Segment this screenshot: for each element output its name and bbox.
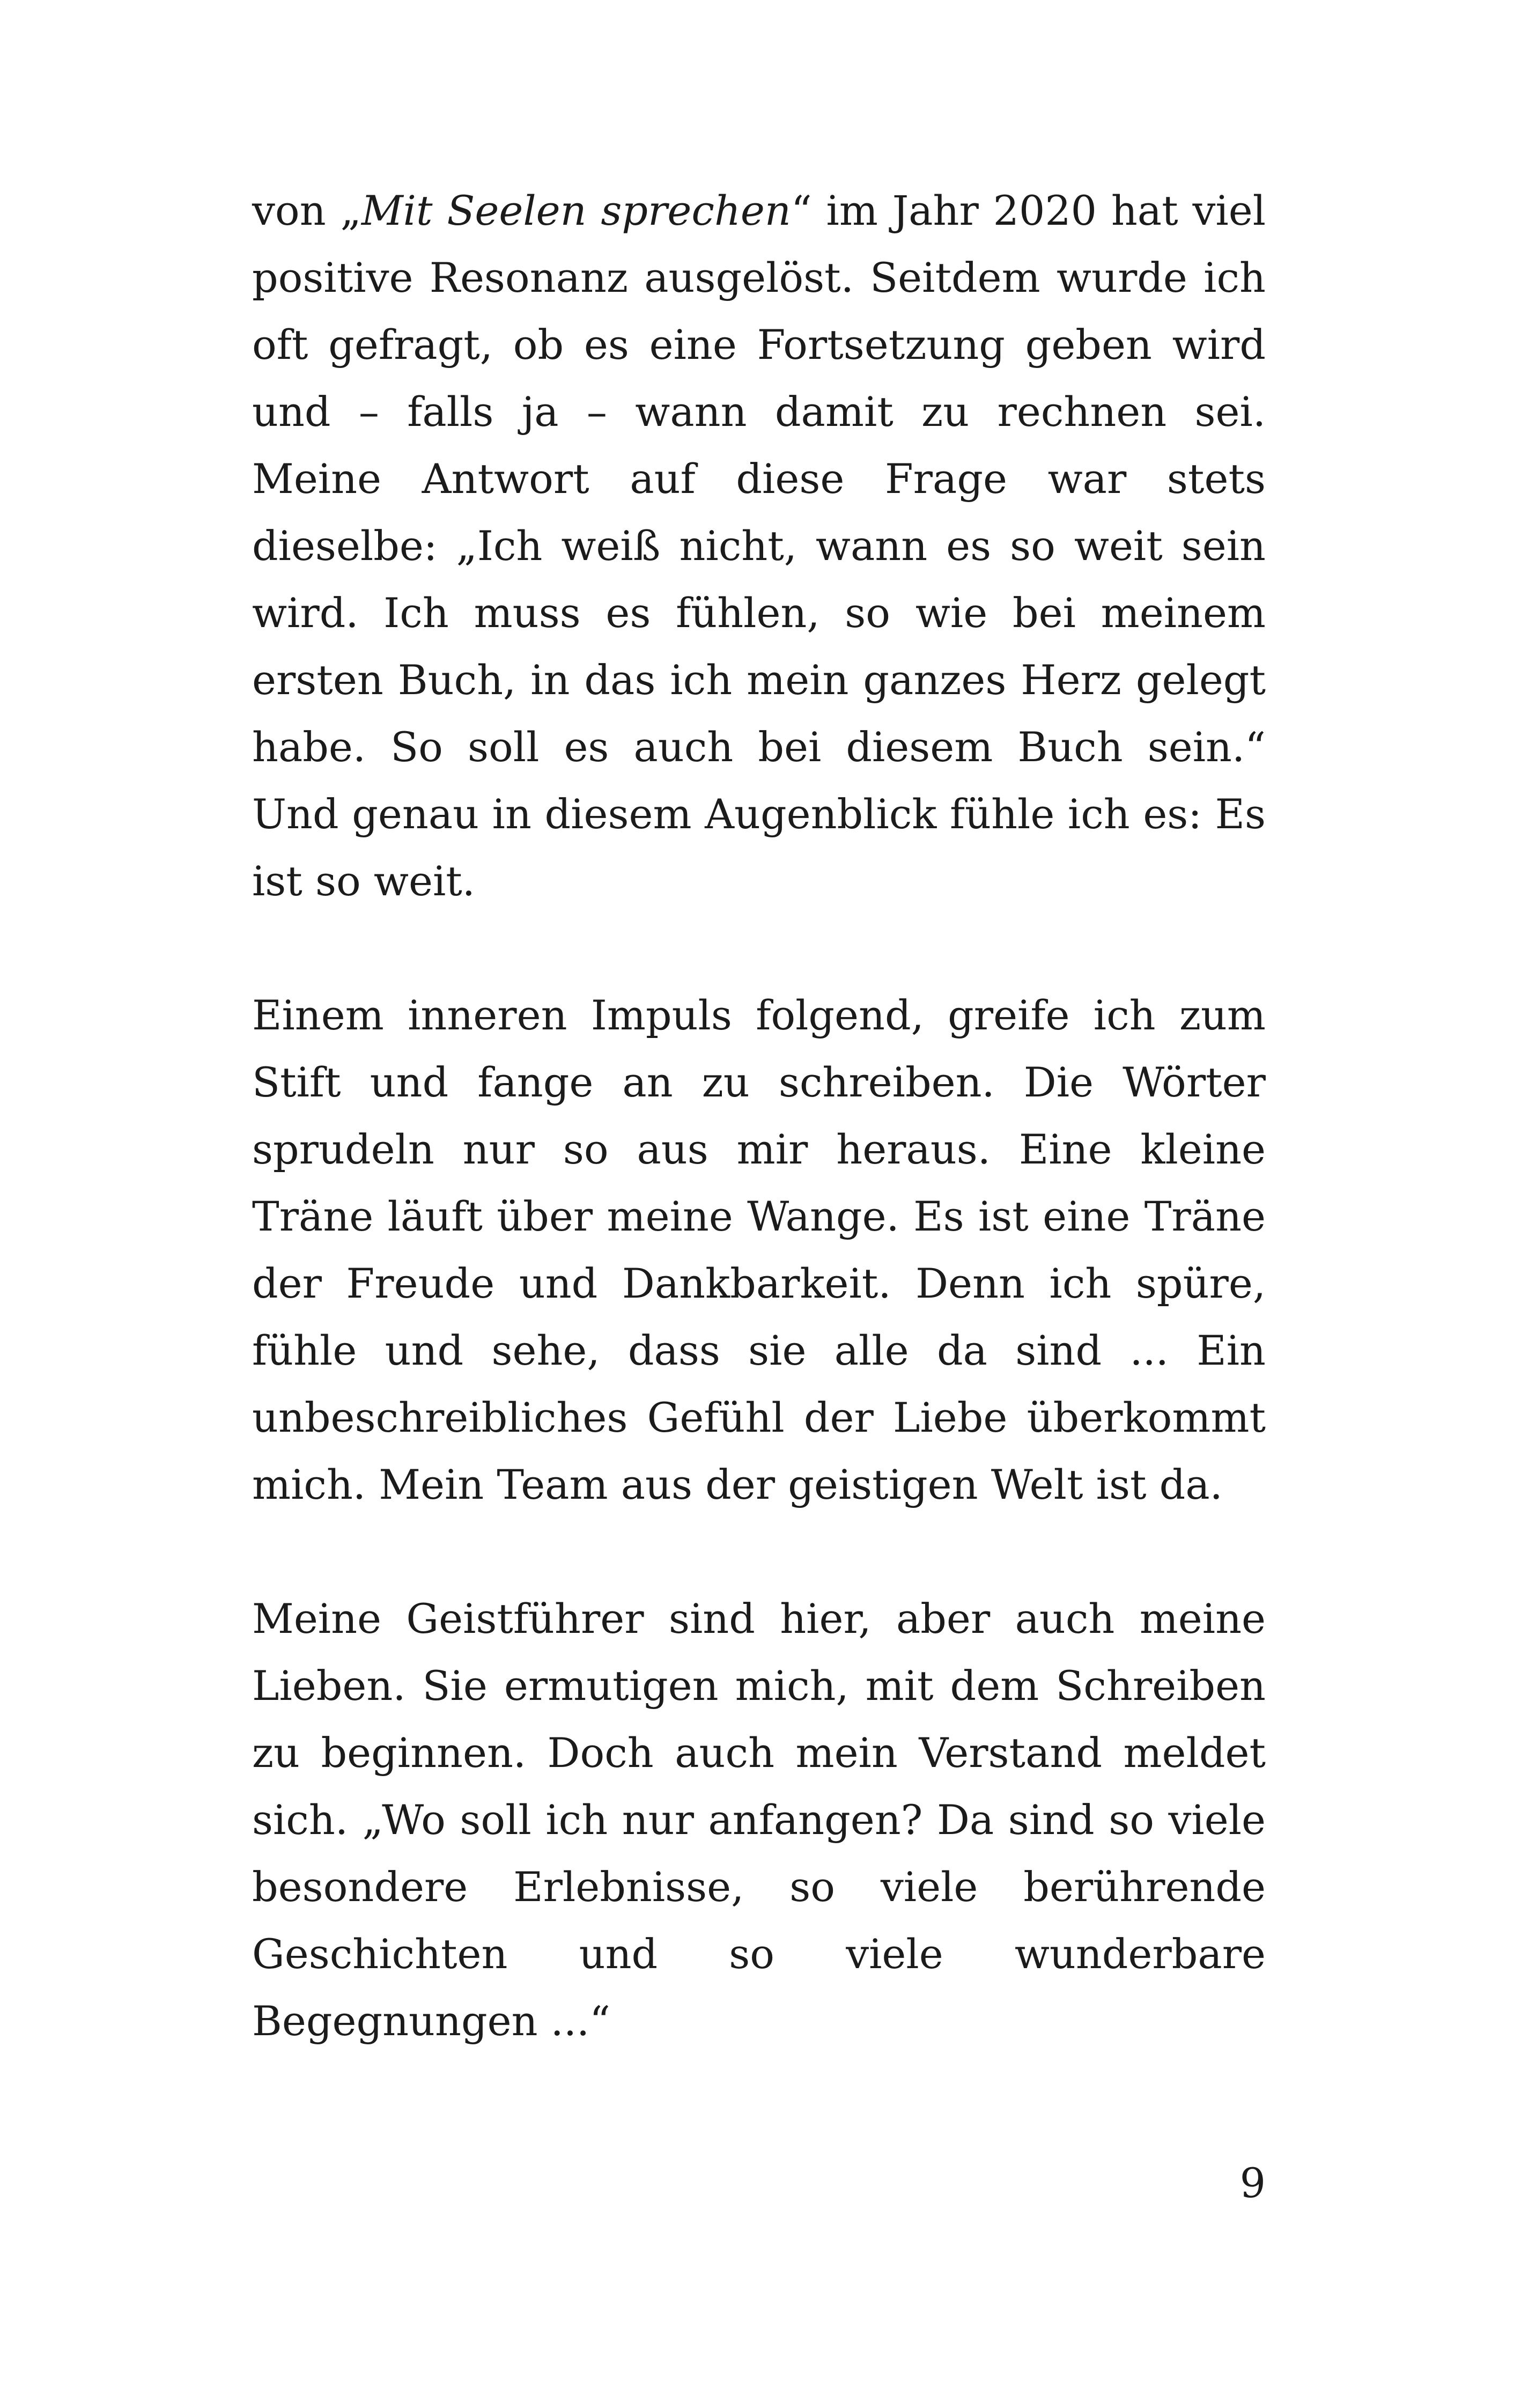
- paragraph-1: [252, 177, 1266, 915]
- paragraph-1-rest: “ im Jahr 2020 hat viel positive Resonanz ausgelöst. Seitdem wurde ich oft gefragt, ob es eine Fortsetzung geben wird und – falls ja – wann damit zu rechnen sei. Meine Antwort auf diese Frage war stets dieselbe: „Ich weiß nicht, wann es so weit sein wird. Ich muss es fühlen, so wie bei meinem ersten Buch, in das ich mein ganzes Herz gelegt habe. So soll es auch bei diesem Buch sein.“ Und genau in diesem Augenblick fühle ich es: Es ist so weit.: [252, 187, 1266, 905]
- body-text: [252, 177, 1266, 2054]
- paragraph-1-lead: von „: [252, 187, 361, 234]
- page-number: 9: [1239, 2159, 1266, 2207]
- paragraph-3: Meine Geistführer sind hier, aber auch meine Lieben. Sie ermutigen mich, mit dem Schreiben zu beginnen. Doch auch mein Verstand meldet sich. „Wo soll ich nur anfangen? Da sind so viele besondere Erlebnisse, so viele berührende Geschichten und so viele wunderbare Begegnungen ...“: [252, 1595, 1266, 2045]
- paragraph-2: Einem inneren Impuls folgend, greife ich zum Stift und fange an zu schreiben. Die Wörter sprudeln nur so aus mir heraus. Eine kleine Träne läuft über meine Wange. Es ist eine Träne der Freude und Dankbarkeit. Denn ich spüre, fühle und sehe, dass sie alle da sind ... Ein unbeschreibliches Gefühl der Liebe überkommt mich. Mein Team aus der geistigen Welt ist da.: [252, 991, 1266, 1508]
- book-title: Mit Seelen sprechen: [361, 187, 791, 234]
